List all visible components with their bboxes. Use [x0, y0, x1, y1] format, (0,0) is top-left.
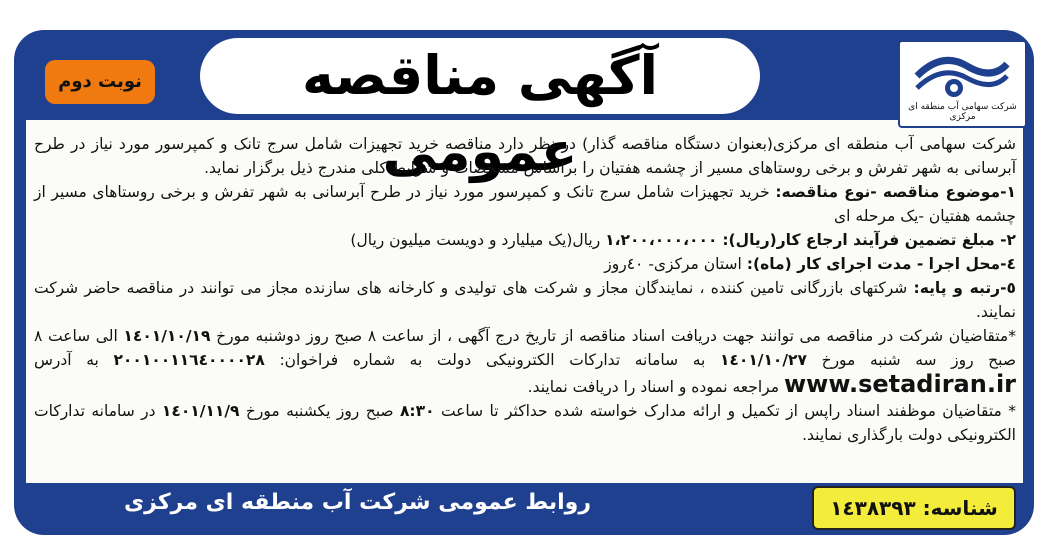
item-subject-text: خرید تجهیزات شامل سرج تانک و کمپرسور مورد نیاز در طرح آبرسانی به شهر تفرش و برخی روستاهای مسیر از چشمه هفتیان -یک مرحله ای [34, 183, 1016, 225]
note-documents [34, 324, 1016, 399]
note-documents-part-a: *متقاضیان شرکت در مناقصه می توانند جهت دریافت اسناد مناقصه از تاریخ درج آگهی ، از ساعت ۸ صبح روز دوشنبه مورخ [216, 327, 1016, 345]
note-submission-part-a: * متقاضیان موظفند اسناد راپس از تکمیل و ارائه مدارک خواسته شده حداکثر تا ساعت [440, 402, 1016, 420]
item-subject [34, 180, 1016, 228]
note-documents-end-date: ۱٤٠۱/۱٠/۲۷ [719, 351, 807, 369]
item-location-text: استان مرکزی- ٤٠روز [604, 255, 742, 273]
note-submission [34, 399, 1016, 447]
round-badge: نوبت دوم [45, 60, 155, 104]
item-guarantee-amount: ۱،۲۰۰،۰۰۰،۰۰۰ [605, 231, 718, 249]
submission-time: ۸:۳٠ [399, 402, 435, 420]
company-logo [898, 40, 1027, 128]
item-rank [34, 276, 1016, 324]
note-documents-part-e: مراجعه نموده و اسناد را دریافت نمایند. [527, 378, 780, 396]
note-documents-part-d: به آدرس [34, 351, 99, 369]
call-number: ۲٠٠۱٠٠۱۱٦٤٠٠٠٠۲۸ [113, 351, 265, 369]
note-documents-start-date: ۱٤٠۱/۱٠/۱۹ [123, 327, 211, 345]
note-submission-part-c: در سامانه تدارکات الکترونیکی دولت بارگذاری نمایند. [34, 402, 1016, 444]
page-title: آگهی مناقصه عمومی [200, 38, 760, 114]
water-drop-icon [912, 46, 1012, 106]
intro-paragraph: شرکت سهامی آب منطقه ای مرکزی(بعنوان دستگاه مناقصه گذار) در نظر دارد مناقصه خرید تجهیزات شامل سرج تانک و کمپرسور مورد نیاز در طرح آبرسانی به شهر تفرش و برخی روستاهای مسیر از چشمه هفتیان را براساس مشخصات و شرایط کلی مندرج ذیل برگزار نماید. [34, 135, 1016, 177]
signature-bar: روابط عمومی شرکت آب منطقه ای مرکزی [45, 484, 670, 522]
item-location-label: ٤-محل اجرا - مدت اجرای کار (ماه): [746, 255, 1016, 273]
note-submission-part-b: صبح روز یکشنبه مورخ [245, 402, 394, 420]
item-guarantee [34, 228, 1016, 252]
notice-id-label: شناسه: [922, 496, 998, 520]
note-documents-part-c: به سامانه تدارکات الکترونیکی دولت به شماره فراخوان: [279, 351, 706, 369]
notice-id-box [812, 486, 1016, 530]
item-rank-label: ٥-رتبه و پایه: [913, 279, 1016, 297]
notice-text [34, 132, 1016, 447]
item-rank-text: شرکتهای بازرگانی تامین کننده ، نمایندگان مجاز و شرکت های تولیدی و کارخانه های سازنده مجاز می توانند در مناقصه حاضر شرکت نمایند. [34, 279, 1016, 321]
item-guarantee-text: ریال(یک میلیارد و دویست میلیون ریال) [350, 231, 601, 249]
item-location [34, 252, 1016, 276]
item-subject-label: ۱-موضوع مناقصه -نوع مناقصه: [775, 183, 1016, 201]
note-documents-part-b: الی ساعت ۸ صبح روز سه شنبه مورخ [34, 327, 1017, 369]
setadiran-link[interactable]: www.setadiran.ir [783, 370, 1016, 398]
submission-date: ۱٤٠۱/۱۱/۹ [161, 402, 240, 420]
logo-caption: شرکت سهامی آب منطقه ای مرکزی [908, 102, 1017, 122]
item-guarantee-label: ۲- مبلغ تضمین فرآیند ارجاع کار(ریال): [722, 231, 1016, 249]
notice-id-value: ۱٤۳۸۳۹۳ [830, 496, 916, 520]
